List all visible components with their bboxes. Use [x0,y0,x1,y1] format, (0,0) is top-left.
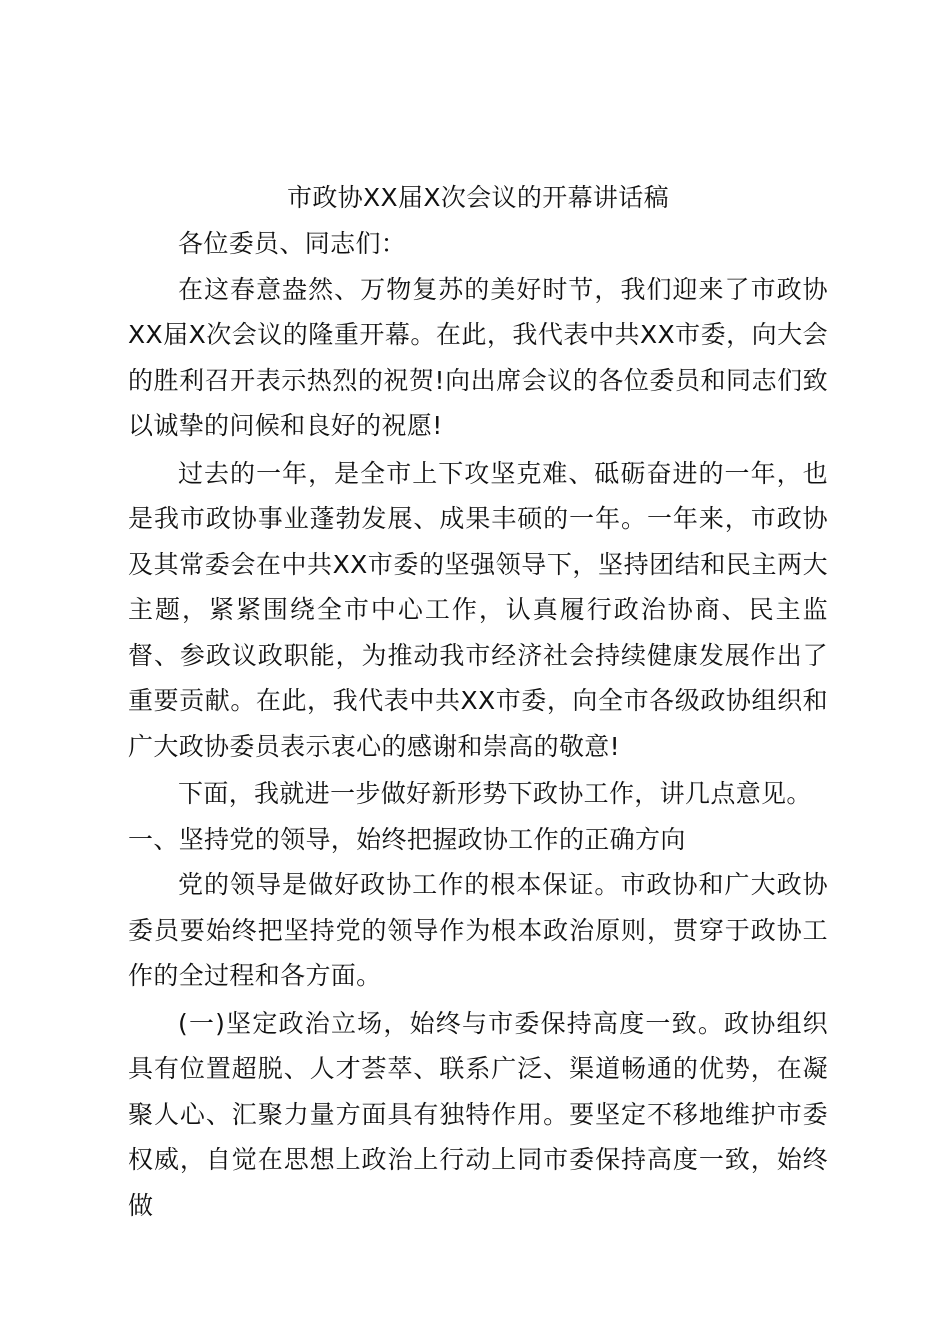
section-paragraph: 党的领导是做好政协工作的根本保证。市政协和广大政协委员要始终把坚持党的领导作为根本政治原则，贯穿于政协工作的全过程和各方面。 [128,870,828,990]
paragraph-opening: 在这春意盎然、万物复苏的美好时节，我们迎来了市政协XX届X次会议的隆重开幕。在此，我代表中共XX市委，向大会的胜利召开表示热烈的祝贺!向出席会议的各位委员和同志们致以诚挚的问候和良好的祝愿! [128,274,828,440]
paragraph-review: 过去的一年，是全市上下攻坚克难、砥砺奋进的一年，也是我市政协事业蓬勃发展、成果丰硕的一年。一年来，市政协及其常委会在中共XX市委的坚强领导下，坚持团结和民主两大主题，紧紧围绕全市中心工作，认真履行政治协商、民主监督、参政议政职能，为推动我市经济社会持续健康发展作出了重要贡献。在此，我代表中共XX市委，向全市各级政协组织和广大政协委员表示衷心的感谢和崇高的敬意! [128,458,828,761]
salutation: 各位委员、同志们： [178,229,407,258]
subsection-paragraph: (一)坚定政治立场，始终与市委保持高度一致。政协组织具有位置超脱、人才荟萃、联系广泛、渠道畅通的优势，在凝聚人心、汇聚力量方面具有独特作用。要坚定不移地维护市委权威，自觉在思想上政治上行动上同市委保持高度一致，始终做 [128,1008,828,1220]
document-page [128,175,828,1228]
section-heading: 一、坚持党的领导，始终把握政协工作的正确方向 [128,824,686,854]
document-title: 市政协XX届X次会议的开幕讲话稿 [287,183,669,212]
paragraph-transition: 下面，我就进一步做好新形势下政协工作，讲几点意见。 [178,779,812,808]
